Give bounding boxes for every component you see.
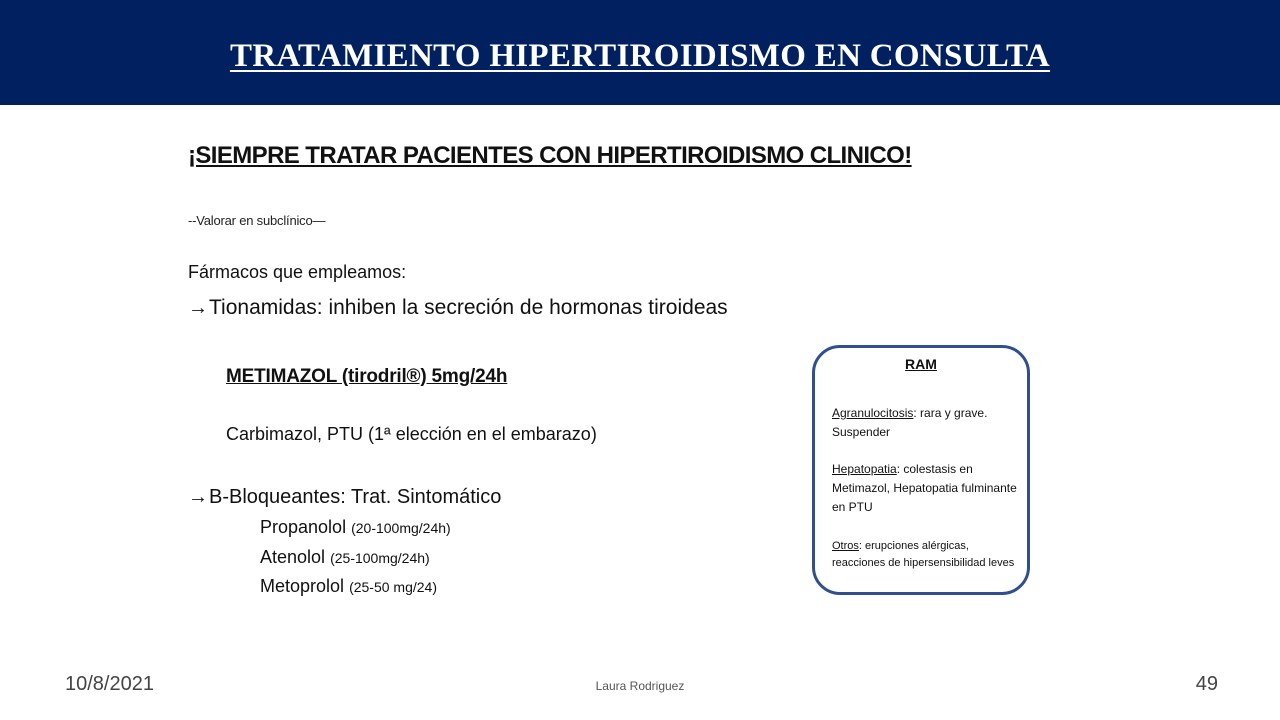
arrow-icon: → bbox=[188, 297, 208, 319]
ram-item-label: Agranulocitosis bbox=[832, 406, 914, 420]
drug-name: Propanolol bbox=[260, 517, 347, 537]
metimazol-line: METIMAZOL (tirodril®) 5mg/24h bbox=[226, 366, 508, 387]
drug-name: Atenolol bbox=[260, 547, 326, 567]
drug-line bbox=[260, 576, 437, 597]
ram-item bbox=[832, 404, 1022, 442]
ram-item bbox=[832, 538, 1022, 572]
slide-title: TRATAMIENTO HIPERTIROIDISMO EN CONSULTA bbox=[229, 38, 1051, 74]
drug-dose: (20-100mg/24h) bbox=[351, 520, 451, 536]
ram-item-label: Hepatopatia bbox=[832, 462, 897, 476]
drug-dose: (25-100mg/24h) bbox=[330, 550, 430, 566]
headline: ¡SIEMPRE TRATAR PACIENTES CON HIPERTIROIDISMO CLINICO! bbox=[188, 142, 912, 169]
subclinical-note: --Valorar en subclínico— bbox=[188, 213, 326, 228]
ram-title: RAM bbox=[905, 356, 937, 372]
drug-name: Metoprolol bbox=[260, 576, 345, 596]
footer-author: Laura Rodriguez bbox=[595, 679, 685, 693]
ram-item-label: Otros bbox=[832, 540, 859, 552]
carbimazol-line: Carbimazol, PTU (1ª elección en el embarazo) bbox=[226, 424, 597, 444]
arrow-icon: → bbox=[188, 486, 208, 508]
beta-blockers-item bbox=[188, 486, 501, 509]
ram-item bbox=[832, 460, 1022, 517]
tionamidas-item bbox=[188, 296, 728, 320]
footer-date: 10/8/2021 bbox=[65, 673, 154, 695]
ram-item-text: : rara y grave. Suspender bbox=[832, 406, 988, 439]
drug-dose: (25-50 mg/24) bbox=[349, 579, 437, 595]
ram-item-text: : erupciones alérgicas, reacciones de hipersensibilidad leves bbox=[832, 540, 1015, 569]
drug-line bbox=[260, 547, 430, 568]
beta-blockers-text: B-Bloqueantes: Trat. Sintomático bbox=[209, 486, 502, 508]
slide-header bbox=[0, 0, 1280, 105]
drug-line bbox=[260, 517, 451, 538]
ram-item-text: : colestasis en Metimazol, Hepatopatia fulminante en PTU bbox=[832, 462, 1017, 514]
page-number: 49 bbox=[1195, 673, 1218, 695]
ram-box bbox=[812, 345, 1030, 595]
tionamidas-text: Tionamidas: inhiben la secreción de hormonas tiroideas bbox=[209, 296, 728, 319]
drugs-intro: Fármacos que empleamos: bbox=[188, 262, 407, 282]
